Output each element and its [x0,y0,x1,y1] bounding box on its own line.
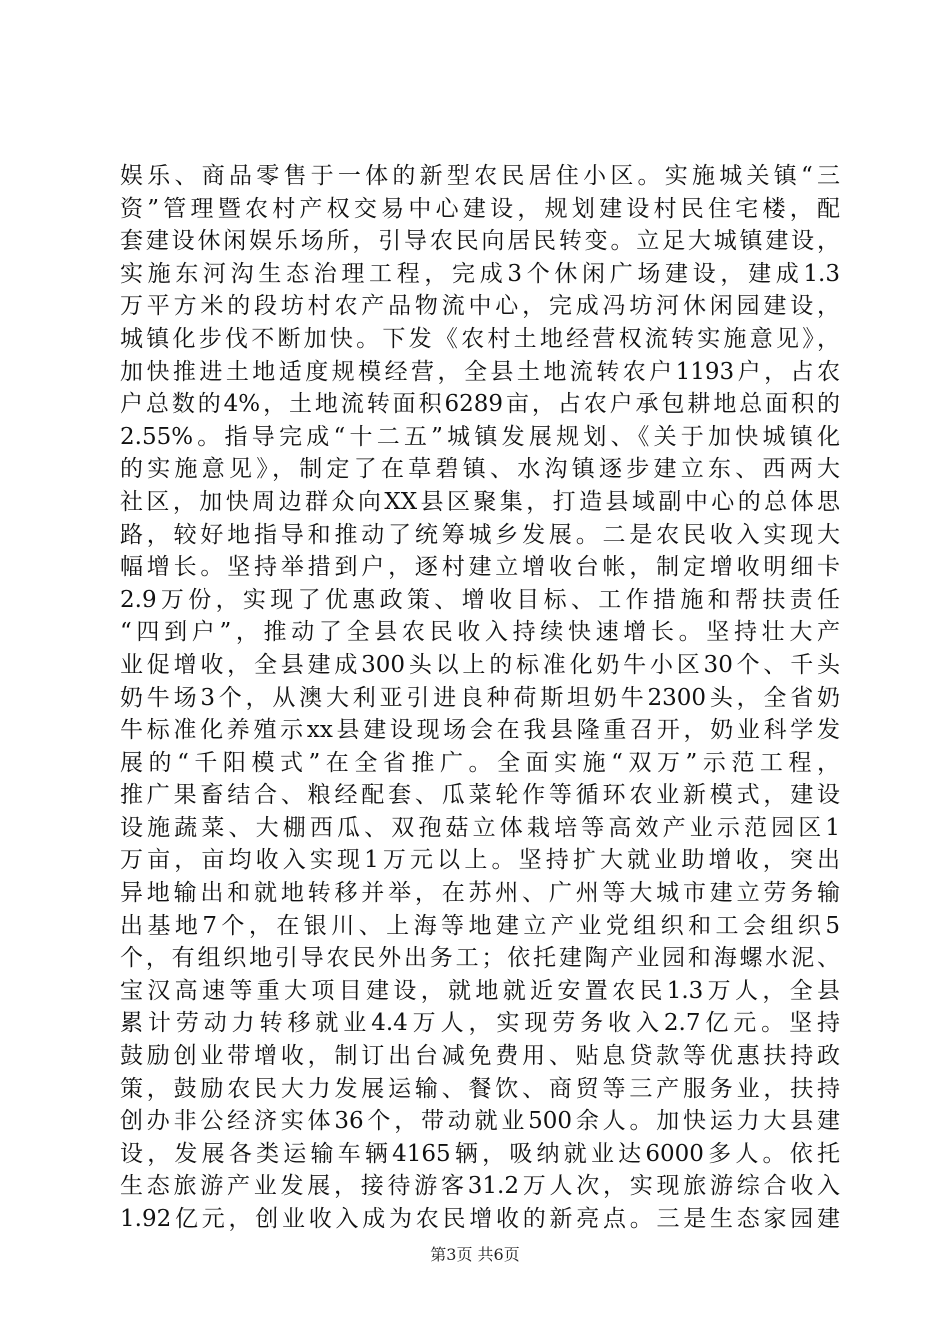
text-line: 牛标准化养殖示xx县建设现场会在我县隆重召开，奶业科学发 [120,717,840,744]
text-line: 资”管理暨农村产权交易中心建设，规划建设村民住宅楼，配 [120,195,840,222]
text-line: “四到户”，推动了全县农民收入持续快速增长。坚持壮大产 [120,619,840,646]
text-line: 策，鼓励农民大力发展运输、餐饮、商贸等三产服务业，扶持 [120,1075,840,1102]
text-line: 出基地7个，在银川、上海等地建立产业党组织和工会组织5 [120,912,840,939]
text-line: 创办非公经济实体36个，带动就业500余人。加快运力大县建 [120,1108,840,1135]
text-line: 个，有组织地引导农民外出务工；依托建陶产业园和海螺水泥、 [120,945,840,972]
text-line: 展的“千阳模式”在全省推广。全面实施“双万”示范工程， [120,749,840,776]
text-line: 异地输出和就地转移并举，在苏州、广州等大城市建立劳务输 [120,880,840,907]
text-line: 奶牛场3个，从澳大利亚引进良种荷斯坦奶牛2300头，全省奶 [120,684,840,711]
text-line: 万平方米的段坊村农产品物流中心，完成冯坊河休闲园建设， [120,293,840,320]
text-line: 设，发展各类运输车辆4165辆，吸纳就业达6000多人。依托 [120,1140,840,1167]
text-line: 娱乐、商品零售于一体的新型农民居住小区。实施城关镇“三 [120,163,840,189]
text-line: 实施东河沟生态治理工程，完成3个休闲广场建设，建成1.3 [120,260,840,287]
text-line: 2.55%。指导完成“十二五”城镇发展规划、《关于加快城镇化 [120,423,840,450]
text-line: 加快推进土地适度规模经营，全县土地流转农户1193户，占农 [120,358,840,385]
text-line: 幅增长。坚持举措到户，逐村建立增收台帐，制定增收明细卡 [120,554,840,581]
text-line: 套建设休闲娱乐场所，引导农民向居民转变。立足大城镇建设， [120,228,840,255]
text-line: 鼓励创业带增收，制订出台减免费用、贴息贷款等优惠扶持政 [120,1043,840,1070]
text-line: 1.92亿元，创业收入成为农民增收的新亮点。三是生态家园建 [120,1206,840,1232]
text-line: 设施蔬菜、大棚西瓜、双孢菇立体栽培等高效产业示范园区1 [120,814,840,841]
body-text [120,160,840,1236]
text-line: 宝汉高速等重大项目建设，就地就近安置农民1.3万人，全县 [120,977,840,1004]
text-line: 的实施意见》，制定了在草碧镇、水沟镇逐步建立东、西两大 [120,456,840,483]
page-number: 第3页 共6页 [430,1245,520,1264]
text-line: 生态旅游产业发展，接待游客31.2万人次，实现旅游综合收入 [120,1173,840,1200]
text-line: 业促增收，全县建成300头以上的标准化奶牛小区30个、千头 [120,651,840,678]
text-line: 推广果畜结合、粮经配套、瓜菜轮作等循环农业新模式，建设 [120,782,840,809]
page-footer [0,1245,950,1265]
text-line: 路，较好地指导和推动了统筹城乡发展。二是农民收入实现大 [120,521,840,548]
text-line: 2.9万份，实现了优惠政策、增收目标、工作措施和帮扶责任 [120,586,840,613]
text-line: 万亩，亩均收入实现1万元以上。坚持扩大就业助增收，突出 [120,847,840,874]
text-line: 累计劳动力转移就业4.4万人，实现劳务收入2.7亿元。坚持 [120,1010,840,1037]
text-line: 城镇化步伐不断加快。下发《农村土地经营权流转实施意见》， [120,325,840,352]
text-line: 社区，加快周边群众向XX县区聚集，打造县域副中心的总体思 [120,488,840,515]
text-line: 户总数的4%，土地流转面积6289亩，占农户承包耕地总面积的 [120,391,840,418]
